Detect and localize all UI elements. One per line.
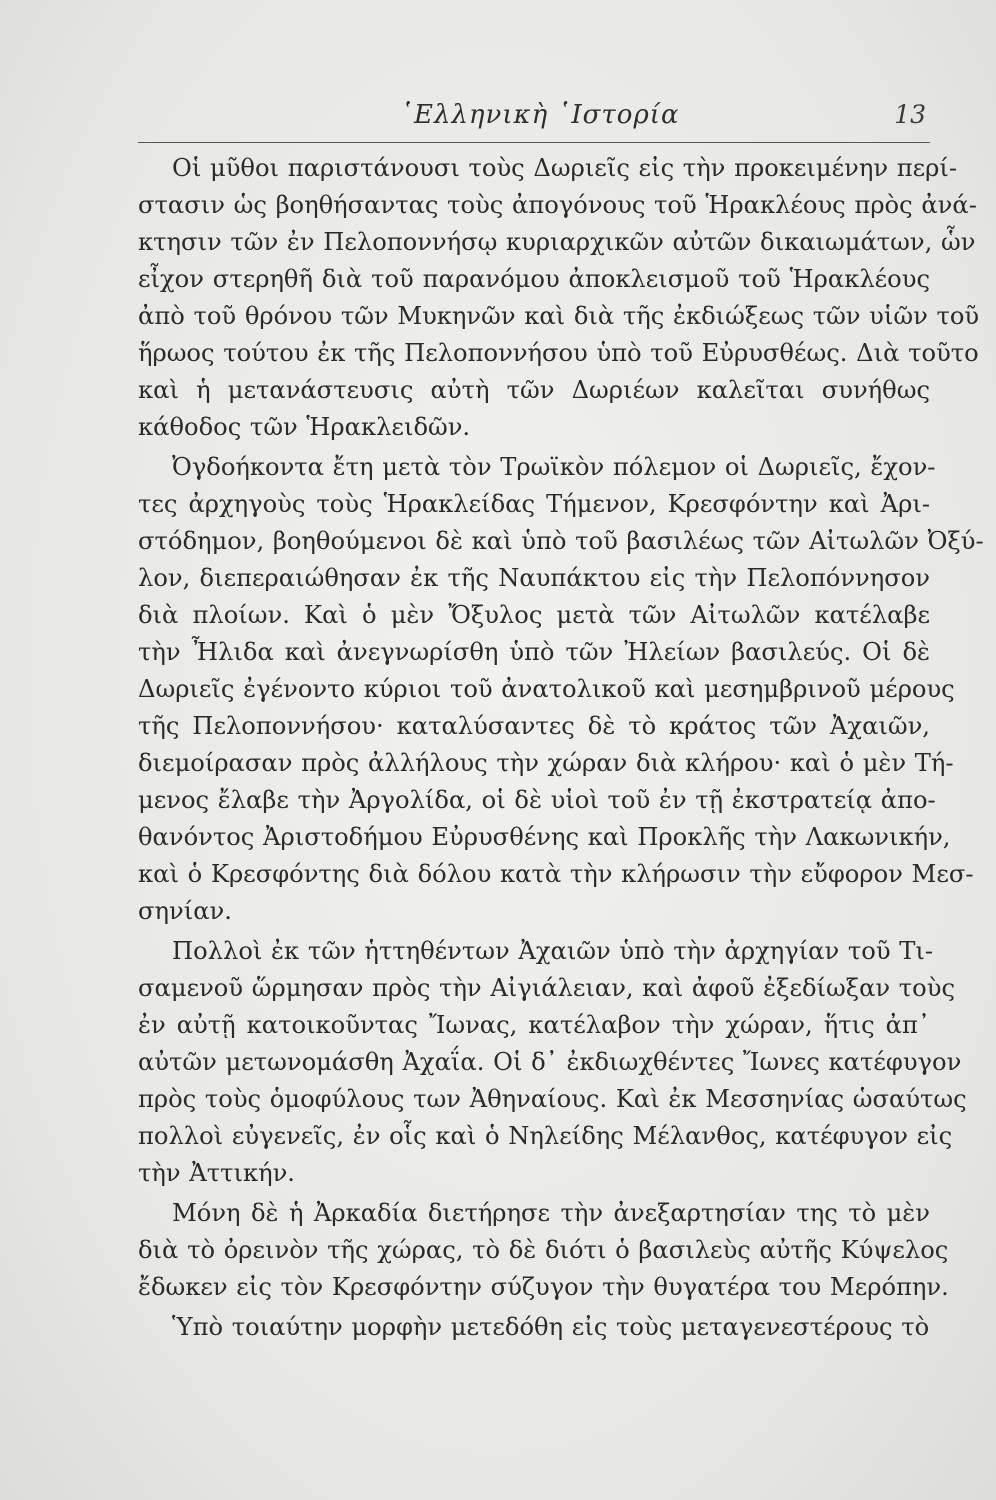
text-line: σηνίαν.: [138, 897, 232, 925]
text-line: πρὸς τοὺς ὁμοφύλους των Ἀθηναίους. Καὶ ἐκ Μεσσηνίας ὡσαύτως: [138, 1085, 967, 1113]
text-line: εἶχον στερηθῆ διὰ τοῦ παρανόμου ἀποκλεισμοῦ τοῦ Ἡρακλέους: [138, 265, 930, 293]
text-line: κάθοδος τῶν Ἡρακλειδῶν.: [138, 413, 471, 441]
text-line: μενος ἔλαβε τὴν Ἀργολίδα, οἱ δὲ υἱοὶ τοῦ ἐν τῇ ἐκστρατείᾳ ἀπο-: [138, 786, 936, 814]
text-line: καὶ ὁ Κρεσφόντης διὰ δόλου κατὰ τὴν κλήρωσιν τὴν εὔφορον Μεσ-: [138, 860, 974, 888]
text-line: σαμενοῦ ὥρμησαν πρὸς τὴν Αἰγιάλειαν, καὶ ἀφοῦ ἐξεδίωξαν τοὺς: [138, 974, 955, 1002]
page-body: [138, 150, 984, 1346]
text-line: λον, διεπεραιώθησαν ἐκ τῆς Ναυπάκτου εἰς τὴν Πελοπόννησον: [138, 564, 930, 592]
paragraph: [138, 1309, 930, 1346]
text-line: Ὀγδοήκοντα ἔτη μετὰ τὸν Τρωϊκὸν πόλεμον οἱ Δωριεῖς, ἔχον-: [172, 453, 936, 481]
page-header: [138, 92, 930, 143]
text-line: ἀπὸ τοῦ θρόνου τῶν Μυκηνῶν καὶ διὰ τῆς ἐκδιώξεως τῶν υἱῶν τοῦ: [138, 302, 980, 330]
paragraph: [138, 933, 967, 1192]
text-line: ἔδωκεν εἰς τὸν Κρεσφόντην σύζυγον τὴν θυγατέρα του Μερόπην.: [138, 1273, 949, 1301]
text-line: αὐτῶν μετωνομάσθη Ἀχαΐα. Οἱ δ᾽ ἐκδιωχθέντες Ἴωνες κατέφυγον: [138, 1048, 962, 1076]
text-line: τῆς Πελοποννήσου· καταλύσαντες δὲ τὸ κράτος τῶν Ἀχαιῶν,: [138, 712, 930, 740]
text-line: ἐν αὐτῇ κατοικοῦντας Ἴωνας, κατέλαβον τὴν χώραν, ἥτις ἀπ᾽: [138, 1011, 930, 1039]
text-line: θανόντος Ἀριστοδήμου Εὐρυσθένης καὶ Προκλῆς τὴν Λακωνικήν,: [138, 823, 951, 851]
text-line: διὰ πλοίων. Καὶ ὁ μὲν Ὄξυλος μετὰ τῶν Αἰτωλῶν κατέλαβε: [138, 601, 930, 629]
paragraph: [138, 1195, 949, 1306]
text-line: τὴν Ἀττικήν.: [138, 1159, 295, 1187]
paragraph: [138, 150, 980, 446]
text-line: ἥρωος τούτου ἐκ τῆς Πελοποννήσου ὑπὸ τοῦ Εὐρυσθέως. Διὰ τοῦτο: [138, 339, 979, 367]
text-line: καὶ ἡ μετανάστευσις αὐτὴ τῶν Δωριέων καλεῖται συνήθως: [138, 376, 930, 404]
text-line: Πολλοὶ ἐκ τῶν ἡττηθέντων Ἀχαιῶν ὑπὸ τὴν ἀρχηγίαν τοῦ Τι-: [172, 937, 934, 965]
text-line: κτησιν τῶν ἐν Πελοποννήσῳ κυριαρχικῶν αὐτῶν δικαιωμάτων, ὧν: [138, 228, 976, 256]
running-title: ῾Ελληνικὴ ῾Ιστορία: [400, 100, 680, 130]
text-line: τες ἀρχηγοὺς τοὺς Ἡρακλείδας Τήμενον, Κρεσφόντην καὶ Ἀρι-: [138, 490, 930, 518]
page-number: 13: [894, 100, 926, 129]
text-line: τὴν Ἦλιδα καὶ ἀνεγνωρίσθη ὑπὸ τῶν Ἠλείων βασιλεύς. Οἱ δὲ: [138, 638, 930, 666]
text-line: διεμοίρασαν πρὸς ἀλλήλους τὴν χώραν διὰ κλήρου· καὶ ὁ μὲν Τή-: [138, 749, 954, 777]
paragraph: [138, 449, 984, 930]
text-line: στασιν ὡς βοηθήσαντας τοὺς ἀπογόνους τοῦ Ἡρακλέους πρὸς ἀνά-: [138, 191, 977, 219]
text-line: Οἱ μῦθοι παριστάνουσι τοὺς Δωριεῖς εἰς τὴν προκειμένην περί-: [172, 154, 958, 182]
text-line: πολλοὶ εὐγενεῖς, ἐν οἷς καὶ ὁ Νηλείδης Μέλανθος, κατέφυγον εἰς: [138, 1122, 953, 1150]
text-line: Δωριεῖς ἐγένοντο κύριοι τοῦ ἀνατολικοῦ καὶ μεσημβρινοῦ μέρους: [138, 675, 955, 703]
text-line: στόδημον, βοηθούμενοι δὲ καὶ ὑπὸ τοῦ βασιλέως τῶν Αἰτωλῶν Ὀξύ-: [138, 527, 984, 555]
text-line: διὰ τὸ ὀρεινὸν τῆς χώρας, τὸ δὲ διότι ὁ βασιλεὺς αὐτῆς Κύψελος: [138, 1236, 949, 1264]
text-line: Ὑπὸ τοιαύτην μορφὴν μετεδόθη εἰς τοὺς μεταγενεστέρους τὸ: [172, 1313, 930, 1341]
text-line: Μόνη δὲ ἡ Ἀρκαδία διετήρησε τὴν ἀνεξαρτησίαν της τὸ μὲν: [172, 1199, 930, 1227]
